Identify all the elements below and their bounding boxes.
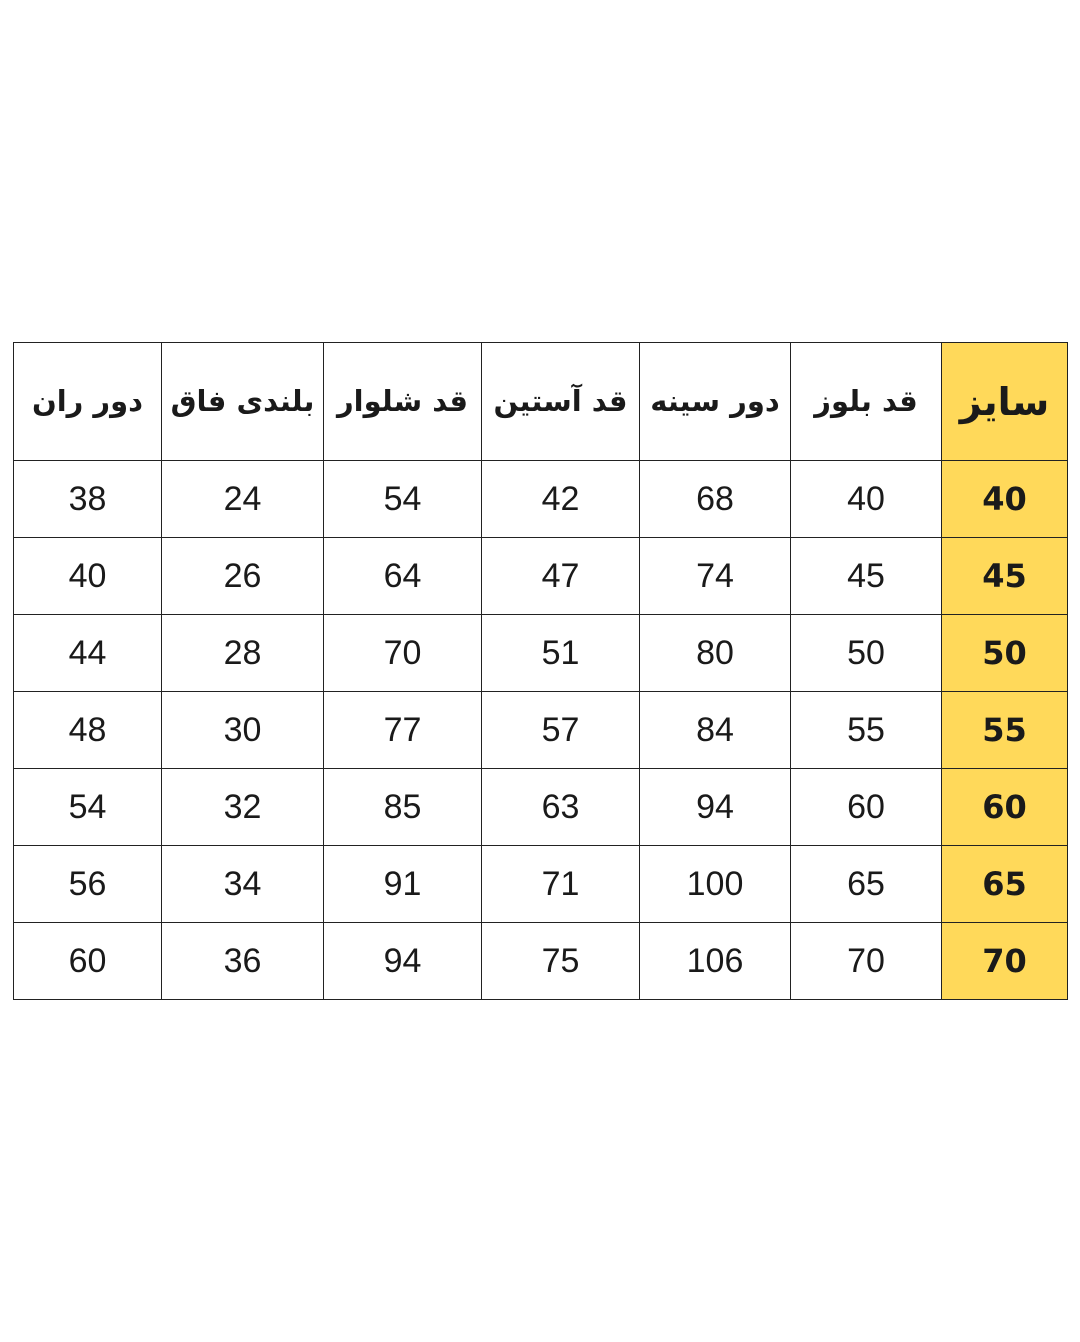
table-cell: 70 [791,923,942,1000]
header-blouse-length: قد بلوز [791,343,942,461]
table-cell: 68 [640,461,791,538]
table-cell: 56 [14,846,162,923]
table-cell: 48 [14,692,162,769]
table-cell: 44 [14,615,162,692]
table-cell: 42 [482,461,640,538]
table-cell: 80 [640,615,791,692]
table-row [14,461,1068,538]
table-cell: 60 [14,923,162,1000]
table-cell: 54 [14,769,162,846]
table-cell: 70 [324,615,482,692]
table-cell: 74 [640,538,791,615]
table-cell: 64 [324,538,482,615]
table-row [14,769,1068,846]
header-pants-length: قد شلوار [324,343,482,461]
table-cell: 36 [162,923,324,1000]
size-cell: 65 [942,846,1068,923]
table-cell: 106 [640,923,791,1000]
table-cell: 51 [482,615,640,692]
table-cell: 91 [324,846,482,923]
table-row [14,846,1068,923]
size-chart-table [13,342,1068,1000]
table-cell: 54 [324,461,482,538]
size-cell: 45 [942,538,1068,615]
size-cell: 55 [942,692,1068,769]
table-cell: 45 [791,538,942,615]
header-row [14,343,1068,461]
table-cell: 26 [162,538,324,615]
table-cell: 71 [482,846,640,923]
table-cell: 84 [640,692,791,769]
header-size: سایز [942,343,1068,461]
table-cell: 75 [482,923,640,1000]
size-cell: 40 [942,461,1068,538]
table-cell: 47 [482,538,640,615]
header-sleeve-length: قد آستین [482,343,640,461]
table-cell: 30 [162,692,324,769]
size-cell: 50 [942,615,1068,692]
header-chest: دور سینه [640,343,791,461]
table-cell: 38 [14,461,162,538]
table-cell: 94 [324,923,482,1000]
table-cell: 40 [791,461,942,538]
header-rise: بلندی فاق [162,343,324,461]
table-cell: 63 [482,769,640,846]
table-cell: 60 [791,769,942,846]
table-cell: 85 [324,769,482,846]
size-cell: 70 [942,923,1068,1000]
table-row [14,615,1068,692]
table-cell: 24 [162,461,324,538]
table-cell: 100 [640,846,791,923]
table-row [14,538,1068,615]
header-thigh: دور ران [14,343,162,461]
table-row [14,692,1068,769]
table-cell: 50 [791,615,942,692]
table-cell: 34 [162,846,324,923]
size-cell: 60 [942,769,1068,846]
table-cell: 32 [162,769,324,846]
table-cell: 94 [640,769,791,846]
table-cell: 77 [324,692,482,769]
table-cell: 40 [14,538,162,615]
table-row [14,923,1068,1000]
table-cell: 55 [791,692,942,769]
table-cell: 65 [791,846,942,923]
table-cell: 28 [162,615,324,692]
table-cell: 57 [482,692,640,769]
